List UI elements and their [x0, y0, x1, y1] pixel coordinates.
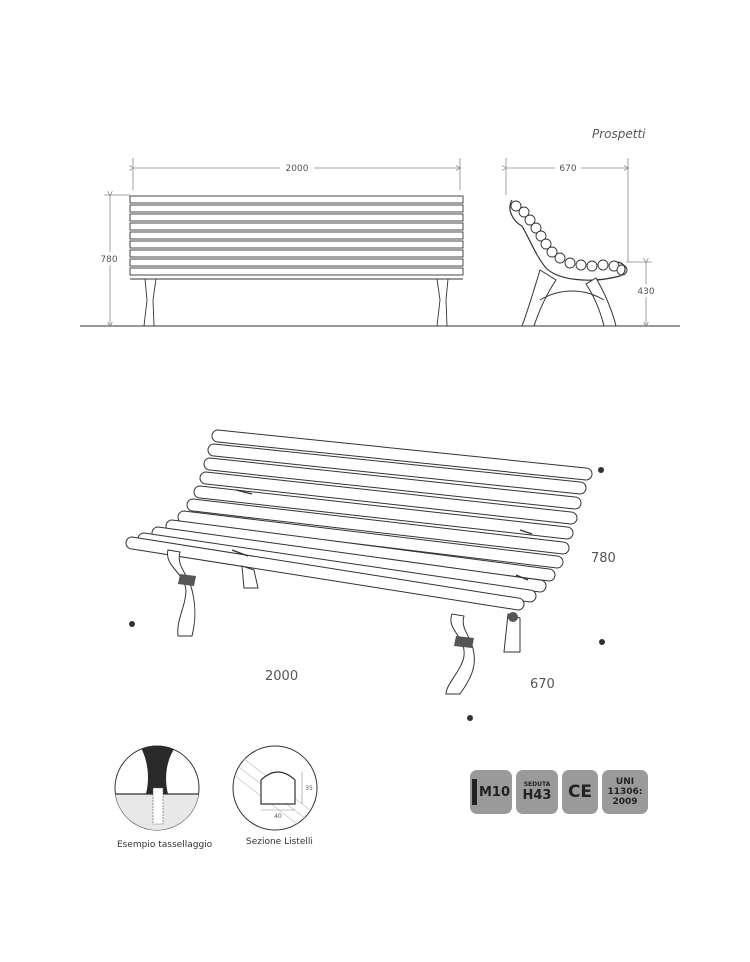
front-height-label: 780	[100, 255, 118, 265]
ce-mark: CE	[567, 782, 593, 802]
section-caption: Sezione Listelli	[246, 837, 313, 847]
uni-badge	[602, 770, 648, 814]
anchor-detail	[110, 746, 210, 834]
bolt-icon	[472, 779, 477, 805]
section-width-label: 40	[274, 813, 282, 820]
perspective-depth-label: 670	[530, 677, 555, 692]
bolt-label: M10	[478, 784, 511, 800]
uni-line-2: 11306:	[607, 787, 643, 797]
slat-section-profile	[261, 772, 295, 804]
seat-label: SEDUTA	[523, 780, 551, 788]
front-width-label: 2000	[285, 164, 309, 174]
side-view	[506, 158, 658, 326]
anchor-caption: Esempio tassellaggio	[117, 840, 213, 850]
side-seat-height-label: 430	[637, 287, 655, 297]
ce-badge	[562, 770, 598, 814]
perspective-length-label: 2000	[265, 669, 299, 684]
uni-line-3: 2009	[612, 797, 638, 807]
uni-line-1: UNI	[615, 777, 635, 787]
seat-height-badge	[516, 770, 558, 814]
side-depth-label: 670	[559, 164, 577, 174]
front-view	[80, 158, 680, 326]
seat-height-value: H43	[522, 787, 552, 803]
front-right-leg	[437, 279, 448, 326]
side-rear-leg	[586, 278, 616, 326]
slat-section-detail	[230, 746, 320, 842]
bolt-badge	[470, 770, 512, 814]
views-title: Prospetti	[592, 127, 646, 141]
perspective-height-label: 780	[591, 551, 616, 566]
front-slats	[130, 196, 463, 279]
perspective-view	[126, 430, 616, 721]
perspective-back-slats	[126, 430, 592, 610]
side-front-leg	[522, 270, 556, 326]
front-left-leg	[144, 279, 156, 326]
section-height-label: 35	[305, 785, 313, 792]
